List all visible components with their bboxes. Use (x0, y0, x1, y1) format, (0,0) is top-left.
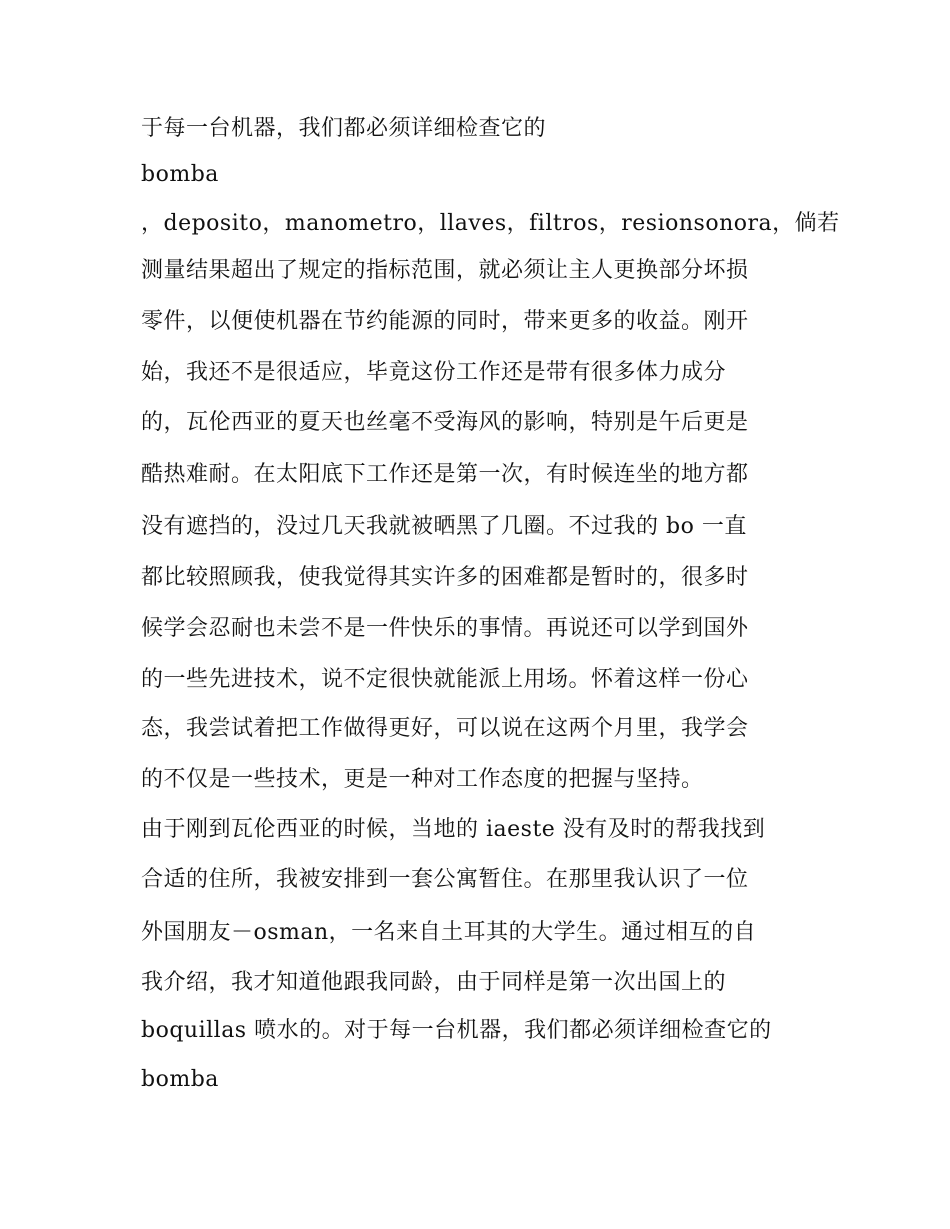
text-line: 没有遮挡的，没过几天我就被晒黑了几圈。不过我的 bo 一直 (141, 514, 747, 539)
text-line: 态，我尝试着把工作做得更好，可以说在这两个月里，我学会 (141, 716, 749, 741)
text-line: bomba (141, 162, 219, 187)
text-line: 合适的住所，我被安排到一套公寓暂住。在那里我认识了一位 (141, 867, 749, 892)
text-line: boquillas 喷水的。对于每一台机器，我们都必须详细检查它的 (141, 1018, 772, 1043)
text-line: 候学会忍耐也未尝不是一件快乐的事情。再说还可以学到国外 (141, 616, 749, 641)
text-line: bomba (141, 1067, 219, 1092)
text-line: 零件，以便使机器在节约能源的同时，带来更多的收益。刚开 (141, 309, 749, 334)
text-line: 测量结果超出了规定的指标范围，就必须让主人更换部分坏损 (141, 258, 749, 283)
text-line: 酷热难耐。在太阳底下工作还是第一次，有时候连坐的地方都 (141, 462, 749, 487)
text-line: 外国朋友－osman，一名来自土耳其的大学生。通过相互的自 (141, 920, 757, 945)
text-line: 始，我还不是很适应，毕竟这份工作还是带有很多体力成分 (141, 360, 727, 385)
text-line: 由于刚到瓦伦西亚的时候，当地的 iaeste 没有及时的帮我找到 (141, 817, 766, 842)
text-line: 的，瓦伦西亚的夏天也丝毫不受海风的影响，特别是午后更是 (141, 410, 749, 435)
text-line: 的一些先进技术，说不定很快就能派上用场。怀着这样一份心 (141, 667, 749, 692)
text-line: 都比较照顾我，使我觉得其实许多的困难都是暂时的，很多时 (141, 565, 749, 590)
text-line: 于每一台机器，我们都必须详细检查它的 (141, 116, 547, 141)
text-line: 的不仅是一些技术，更是一种对工作态度的把握与坚持。 (141, 767, 704, 792)
text-line: ，deposito，manometro，llaves，filtros，resionsonora，倘若 (141, 211, 840, 236)
text-line: 我介绍，我才知道他跟我同龄，由于同样是第一次出国上的 (141, 970, 727, 995)
